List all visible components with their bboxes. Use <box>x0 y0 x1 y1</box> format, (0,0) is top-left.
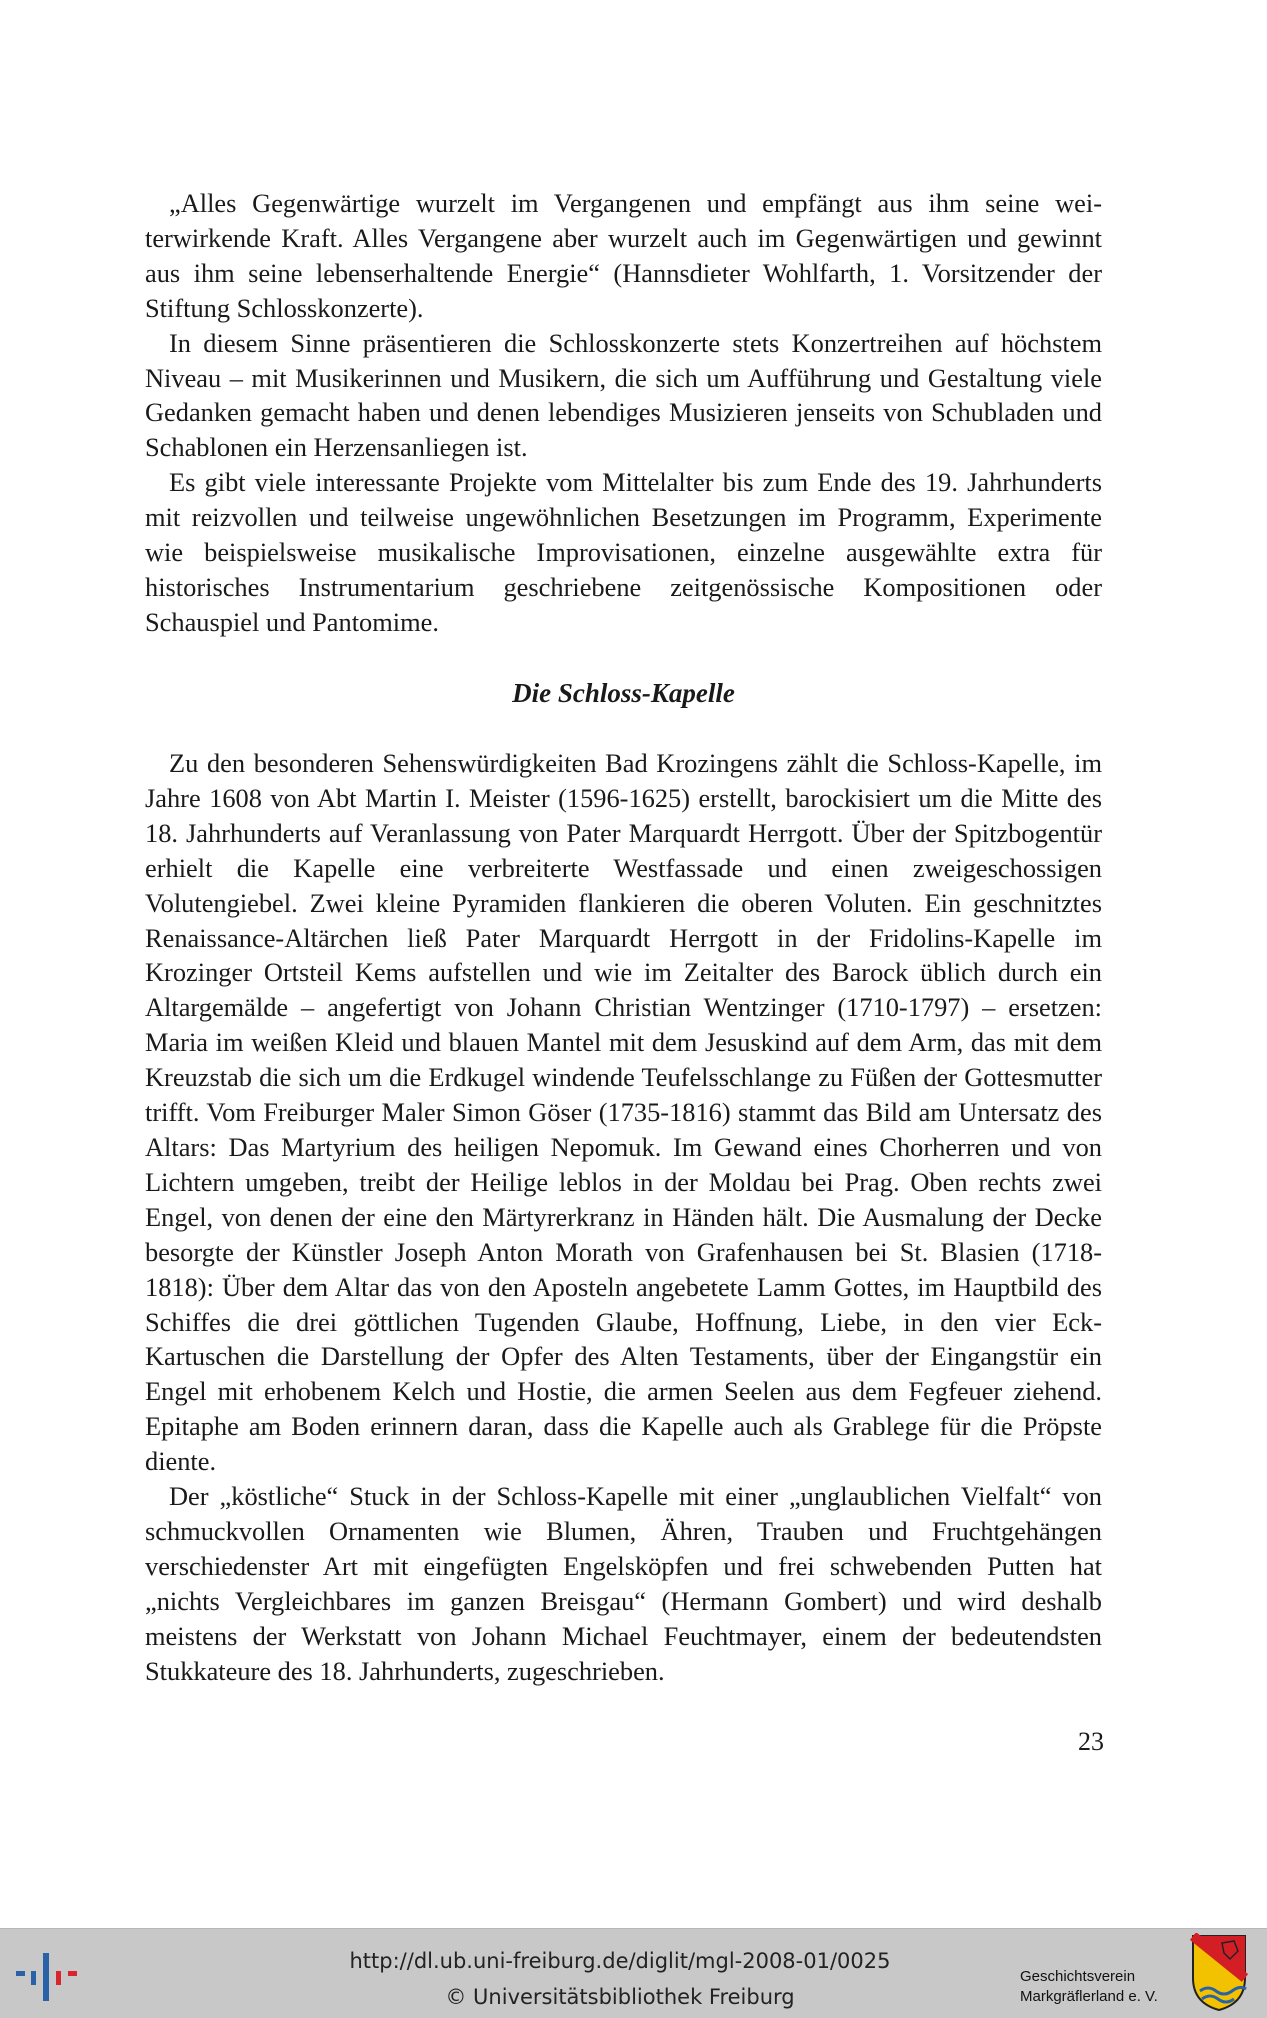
society-name <box>1020 1967 1158 2007</box>
society-name-line2: Markgräflerland e. V. <box>1020 1988 1158 2005</box>
paragraph: Zu den besonderen Sehenswürdigkeiten Bad Krozingens zählt die Schloss-Kapelle, im Jahre 1608 von Abt Martin I. Meister (1596-1625) erstellt, barockisiert um die Mitte des 18. Jahrhunderts auf Veranlassung von Pater Marquardt Herrgott. Über der Spitzbogentür erhielt die Kapelle eine verbreiterte Westfassade und einen zweigeschossigen Volutengiebel. Zwei kleine Pyramiden flankieren die oberen Voluten. Ein geschnitztes Renaissance-Altärchen ließ Pater Marquardt Herrgott in der Fridolins-Kapelle im Krozinger Ortsteil Kems aufstellen und wie im Zeitalter des Barock üblich durch ein Altargemälde – angefertigt von Johann Christian Wentzinger (1710-1797) – ersetzen: Maria im weißen Kleid und blauen Mantel mit dem Jesuskind auf dem Arm, das mit dem Kreuzstab die sich um die Erdkugel windende Teufelsschlange zu Füßen der Gottesmutter trifft. Vom Freiburger Maler Simon Göser (1735-1816) stammt das Bild am Untersatz des Altars: Das Martyrium des heiligen Nepomuk. Im Gewand eines Chorherren und von Lichtern umgeben, treibt der Heilige leblos in der Moldau bei Prag. Oben rechts zwei Engel, von denen der eine den Märtyrerkranz in Händen hält. Die Ausmalung der Decke besorgte der Künstler Joseph Anton Morath von Grafenhausen bei St. Blasien (1718-1818): Über dem Altar das von den Aposteln angebetete Lamm Gottes, im Hauptbild des Schiffes die drei göttlichen Tugenden Glaube, Hoffnung, Liebe, in den vier Eck-Kartuschen die Darstellung der Opfer des Alten Testaments, über der Eingangstür ein Engel mit erhobenem Kelch und Hostie, die armen Seelen aus dem Fegfeuer ziehend. Epitaphe am Boden erinnern daran, dass die Kapelle auch als Grablege für die Pröpste diente. <box>145 748 1102 1477</box>
society-name-line1: Geschichtsverein <box>1020 1968 1136 1985</box>
paragraph: In diesem Sinne präsentieren die Schlosskonzerte stets Konzertreihen auf höchstem Niveau – mit Musikerinnen und Musikern, die sich um Aufführung und Gestaltung viele Gedanken gemacht haben und denen lebendiges Musizieren jenseits von Schubladen und Schablonen ein Herzensanliegen ist. <box>145 327 1102 463</box>
section-heading: Die Schloss-Kapelle <box>512 678 735 708</box>
footer-copyright: © Universitätsbibliothek Freiburg <box>445 1985 795 2009</box>
paragraph: „Alles Gegenwärtige wurzelt im Vergangenen und empfängt aus ihm seine weiterwirkende Kraft. Alles Vergangene aber wurzelt auch im Gegenwärtigen und gewinnt aus ihm seine lebenserhaltende Energie“ (Hannsdieter Wohlfarth, 1. Vorsitzender der Stiftung Schlosskonzerte). <box>145 188 1102 323</box>
footer-bar <box>0 1928 1267 2018</box>
ub-freiburg-logo-icon <box>16 1949 84 2005</box>
paragraph: Der „köstliche“ Stuck in der Schloss-Kapelle mit einer „unglaublichen Vielfalt“ von schmuckvollen Ornamenten wie Blumen, Ähren, Trauben und Fruchtgehängen verschiedenster Art mit eingefügten Engelsköpfen und frei schwebenden Putten hat „nichts Vergleichbares im ganzen Breisgau“ (Hermann Gombert) und wird deshalb meistens der Werkstatt von Johann Michael Feuchtmayer, einem der bedeutendsten Stukkateure des 18. Jahrhunderts, zugeschrieben. <box>145 1481 1102 1686</box>
page-text <box>145 186 1102 1686</box>
paragraph-block-intro <box>145 186 1102 640</box>
paragraph-block-chapel <box>145 746 1102 1688</box>
page-number: 23 <box>1078 1727 1104 1756</box>
paragraph: Es gibt viele interessante Projekte vom Mittelalter bis zum Ende des 19. Jahrhunderts mit reizvollen und teilweise ungewöhnlichen Besetzungen im Programm, Experimente wie beispielsweise musikalische Improvisationen, einzelne ausgewählte extra für historisches Instrumentarium geschriebene zeitgenössische Kompositionen oder Schauspiel und Pantomime. <box>145 467 1102 637</box>
coat-of-arms-icon <box>1190 1933 1248 2013</box>
footer-url-link[interactable]: http://dl.ub.uni-freiburg.de/diglit/mgl-2008-01/0025 <box>349 1949 891 1973</box>
